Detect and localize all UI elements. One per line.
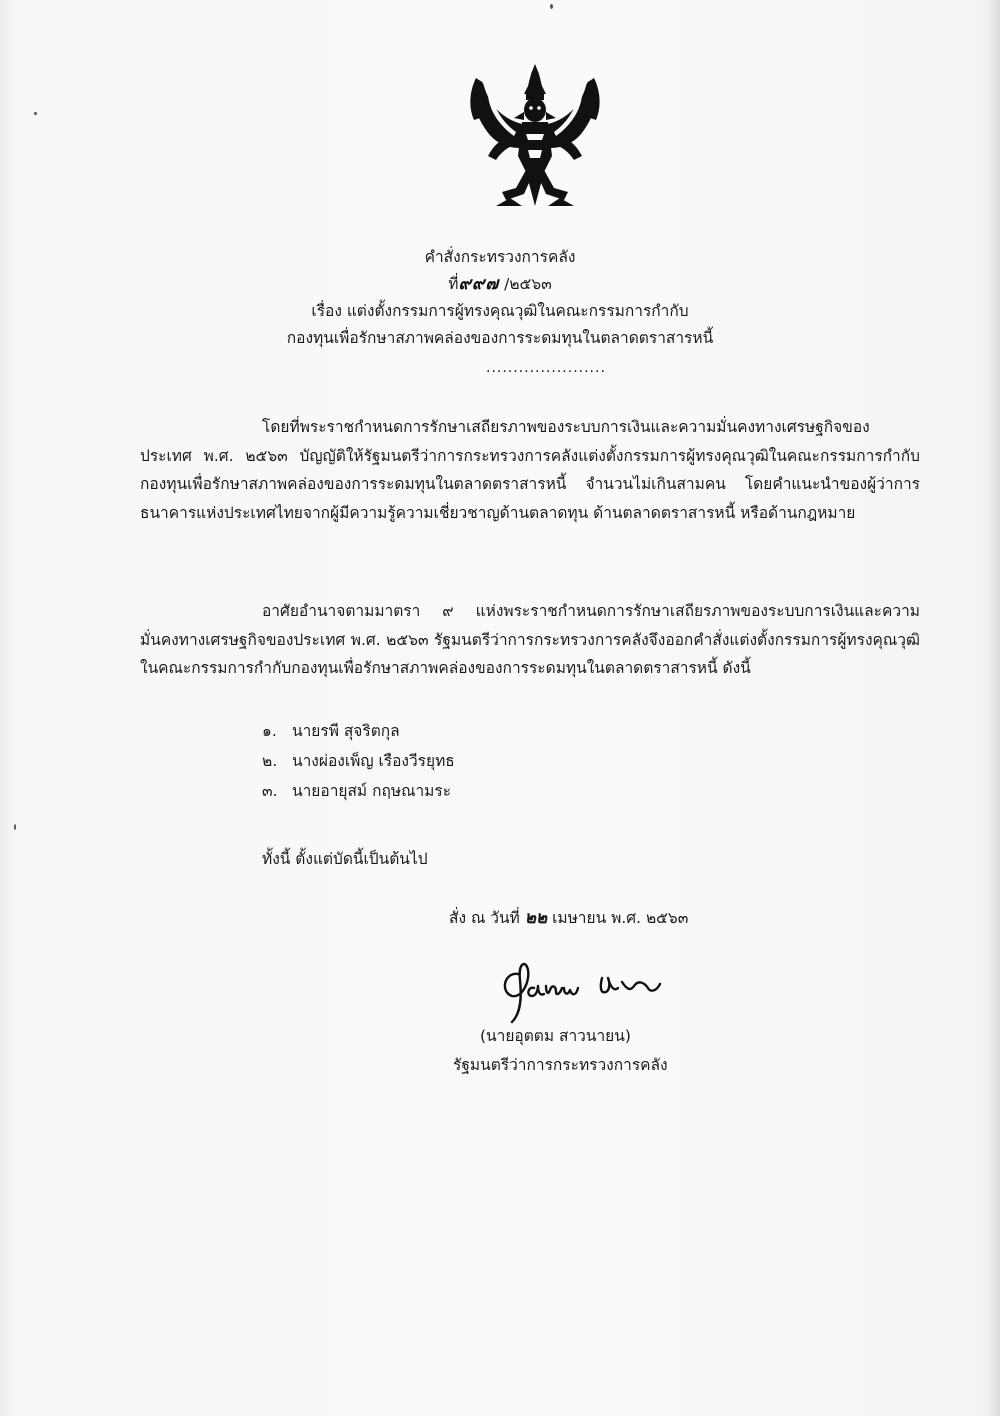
date-prefix: สั่ง ณ วันที่ — [449, 909, 520, 927]
order-number-handwritten: ๙๙๗ — [458, 274, 500, 294]
preamble-paragraph: โดยที่พระราชกำหนดการรักษาเสถียรภาพของระบบการเงินและความมั่นคงทางเศรษฐกิจของประเทศ พ.ศ. ๒๕๖๓ บัญญัติให้รัฐมนตรีว่าการกระทรวงการคลังแต่งตั้งกรรมการผู้ทรงคุณวุฒิในคณะกรรมการกำกับกองทุนเพื่อรักษาสภาพคล่องของการระดมทุนในตลาดตราสารหนี้ จำนวนไม่เกินสามคน โดยคำแนะนำของผู้ว่าการธนาคารแห่งประเทศไทยจากผู้มีความรู้ความเชี่ยวชาญด้านตลาดทุน ด้านตลาดตราสารหนี้ หรือด้านกฎหมาย — [140, 418, 920, 522]
subject-line-1: เรื่อง แต่งตั้งกรรมการผู้ทรงคุณวุฒิในคณะกรรมการกำกับ — [311, 302, 689, 320]
signer-name: (นายอุตตม สาวนายน) — [480, 1027, 631, 1045]
appointee-list — [262, 718, 455, 808]
handwritten-signature — [498, 952, 688, 1024]
list-item — [262, 748, 455, 778]
effective-clause: ทั้งนี้ ตั้งแต่บัดนี้เป็นต้นไป — [262, 850, 428, 868]
order-number-prefix: ที่ — [448, 275, 459, 293]
signer-title: รัฐมนตรีว่าการกระทรวงการคลัง — [453, 1056, 668, 1074]
list-item-number: ๓. — [262, 782, 278, 800]
order-title: คำสั่งกระทรวงการคลัง — [424, 248, 576, 266]
order-number-suffix: /๒๕๖๓ — [504, 275, 552, 293]
list-item-name: นางผ่องเพ็ญ เรืองวีรยุทธ — [292, 752, 455, 770]
scan-speck — [34, 112, 37, 115]
date-rest: เมษายน พ.ศ. ๒๕๖๓ — [552, 909, 689, 927]
list-item-name: นายรพี สุจริตกุล — [292, 722, 400, 740]
date-day-handwritten: ๒๒ — [524, 908, 548, 928]
subject-line-2: กองทุนเพื่อรักษาสภาพคล่องของการระดมทุนในตลาดตราสารหนี้ — [286, 329, 714, 347]
list-item-number: ๒. — [262, 752, 278, 770]
list-item — [262, 778, 455, 808]
list-item-number: ๑. — [262, 722, 277, 740]
page-edge-shadow — [986, 0, 1000, 1416]
garuda-emblem-icon — [466, 60, 604, 208]
scan-speck — [550, 4, 553, 9]
list-item — [262, 718, 455, 748]
header-divider: ...................... — [486, 360, 606, 376]
scan-speck — [14, 824, 16, 830]
order-date — [449, 904, 688, 931]
authority-paragraph: อาศัยอำนาจตามมาตรา ๙ แห่งพระราชกำหนดการรักษาเสถียรภาพของระบบการเงินและความมั่นคงทางเศรษฐกิจของประเทศ พ.ศ. ๒๕๖๓ รัฐมนตรีว่าการกระทรวงการคลังจึงออกคำสั่งแต่งตั้งกรรมการผู้ทรงคุณวุฒิในคณะกรรมการกำกับกองทุนเพื่อรักษาสภาพคล่องของการระดมทุนในตลาดตราสารหนี้ ดังนี้ — [140, 602, 920, 677]
order-number — [0, 270, 1000, 297]
list-item-name: นายอายุสม์ กฤษณามระ — [292, 782, 452, 800]
